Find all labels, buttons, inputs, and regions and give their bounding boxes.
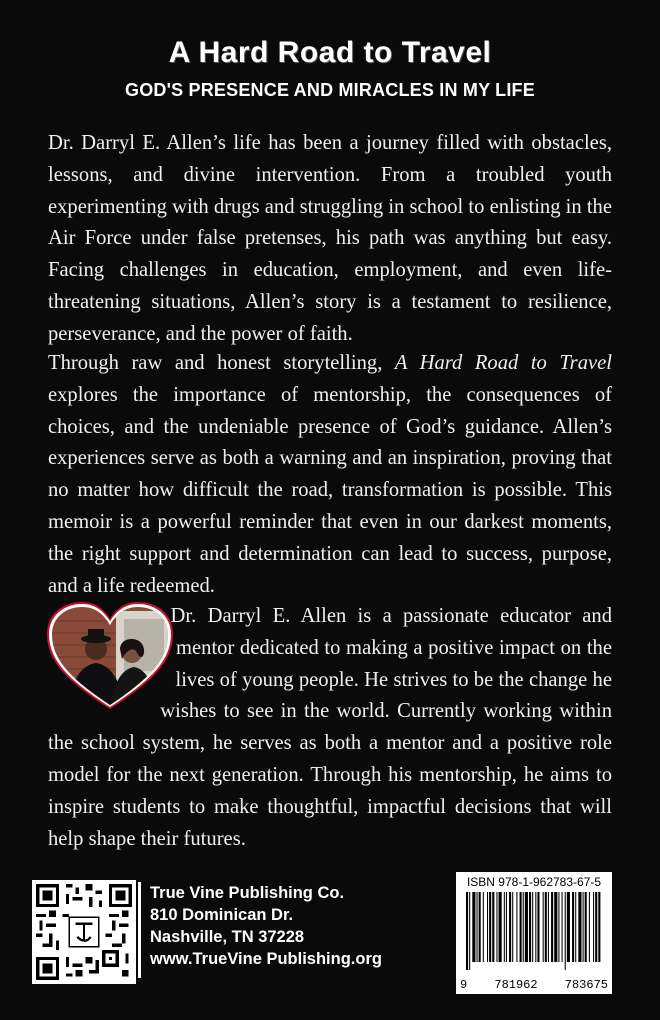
- barcode-bar: [558, 892, 559, 962]
- author-bio-text: Dr. Darryl E. Allen is a passionate educator and mentor dedicated to making a positive impact on the lives of young people. He strives to be the change he wishes to see in the world. Currently working within the school system, he serves as both a mentor and a positive role model for the next generation. Through his mentorship, he aims to inspire students to make thoughtful, impactful decisions that will help shape their futures.: [48, 605, 612, 850]
- publisher-name: True Vine Publishing Co.: [150, 884, 345, 902]
- isbn-barcode: [456, 872, 612, 994]
- barcode-bars: [464, 892, 604, 970]
- publisher-info: [150, 882, 382, 970]
- barcode-bar: [516, 892, 517, 962]
- barcode-bar: [567, 892, 570, 962]
- publisher-street: 810 Dominican Dr.: [150, 906, 294, 924]
- qr-code-icon[interactable]: [32, 880, 136, 984]
- barcode-bar: [589, 892, 590, 962]
- barcode-bar: [504, 892, 505, 962]
- barcode-bar: [535, 892, 536, 962]
- isbn-label: ISBN 978-1-962783-67-5: [466, 875, 602, 889]
- barcode-digits-left: 781962: [494, 978, 538, 992]
- blurb-p2-lead: Through raw and honest storytelling,: [48, 352, 395, 374]
- barcode-bar: [509, 892, 511, 962]
- barcode-bar: [593, 892, 594, 962]
- barcode-bar: [466, 892, 468, 970]
- barcode-bar: [532, 892, 533, 962]
- barcode-bar: [523, 892, 524, 962]
- barcode-bar: [496, 892, 497, 962]
- barcode-bar: [472, 892, 475, 962]
- barcode-bar: [585, 892, 587, 962]
- barcode-bar: [565, 892, 566, 970]
- barcode-digit-first: 9: [460, 978, 468, 992]
- barcode-bar: [483, 892, 484, 962]
- barcode-bar: [529, 892, 531, 962]
- author-bio: [48, 601, 612, 855]
- barcode-bar: [469, 892, 470, 970]
- blurb-paragraph-2: [48, 348, 612, 602]
- barcode-bar: [520, 892, 522, 962]
- book-title: A Hard Road to Travel: [168, 36, 492, 69]
- barcode-bar: [499, 892, 502, 962]
- footer-divider: [138, 882, 141, 978]
- blurb-paragraph-1: Dr. Darryl E. Allen’s life has been a journey filled with obstacles, lessons, and divine intervention. From a troubled youth experimenting with drugs and struggling in school to enlisting in the Air Force under false pretenses, his path was anything but easy. Facing challenges in education, employment, and even life-threatening situations, Allen’s story is a testament to resilience, perseverance, and the power of faith.: [48, 132, 612, 345]
- barcode-bar: [583, 892, 584, 962]
- barcode-bar: [598, 892, 600, 962]
- barcode-bar: [548, 892, 549, 962]
- publisher-website[interactable]: www.TrueVine Publishing.org: [150, 950, 382, 968]
- barcode-bar: [487, 892, 488, 962]
- publisher-city: Nashville, TN 37228: [150, 928, 305, 946]
- barcode-digits-right: 783675: [564, 978, 608, 992]
- blurb-p2-book-title: A Hard Road to Travel: [394, 352, 612, 374]
- barcode-bar: [543, 892, 544, 962]
- barcode-bar: [512, 892, 513, 962]
- barcode-bar: [554, 892, 557, 962]
- barcode-bar: [572, 892, 574, 962]
- barcode-bar: [562, 892, 563, 962]
- barcode-digits: [456, 978, 612, 992]
- back-cover-footer: [0, 870, 660, 1000]
- barcode-bar: [551, 892, 553, 962]
- barcode-bar: [595, 892, 597, 962]
- blurb-p2-rest: explores the importance of mentorship, the consequences of choices, and the undeniable presence of God’s guidance. Allen’s experiences serve as both a warning and an inspiration, proving that no matter how difficult the road, transformation is possible. This memoir is a powerful reminder that even in our darkest moments, the right support and determination can lead to success, purpose, and a life redeemed.: [48, 383, 612, 597]
- author-photo-heart: [46, 601, 174, 713]
- barcode-bar: [477, 892, 478, 962]
- barcode-bar: [578, 892, 581, 962]
- book-subtitle: GOD'S PRESENCE AND MIRACLES IN MY LIFE: [125, 80, 535, 100]
- barcode-bar: [492, 892, 494, 962]
- barcode-bar: [525, 892, 528, 962]
- barcode-bar: [489, 892, 491, 962]
- barcode-bar: [545, 892, 547, 962]
- barcode-bar: [537, 892, 539, 962]
- barcode-bar: [479, 892, 481, 962]
- barcode-bar: [506, 892, 507, 962]
- barcode-bar: [575, 892, 576, 962]
